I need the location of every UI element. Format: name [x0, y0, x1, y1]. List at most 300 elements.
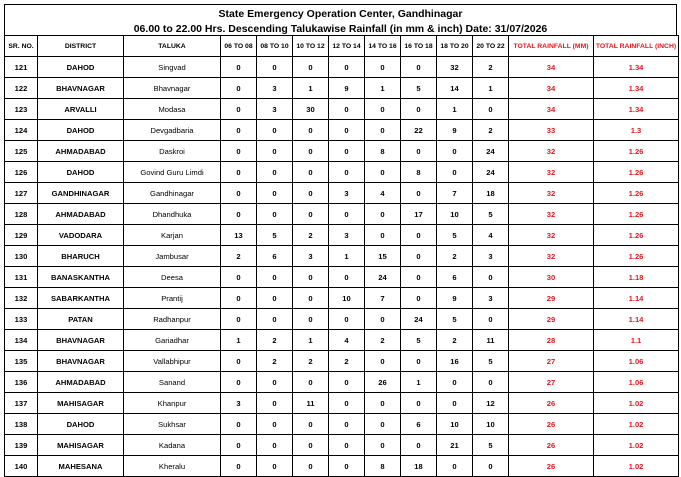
cell-taluka: Dhandhuka	[124, 204, 221, 225]
cell-total-inch: 1.14	[594, 288, 679, 309]
column-header-taluka: TALUKA	[124, 36, 221, 57]
cell-10-to-12: 0	[293, 456, 329, 477]
cell-20-to-22: 0	[473, 456, 509, 477]
cell-total-inch: 1.06	[594, 351, 679, 372]
cell-20-to-22: 12	[473, 393, 509, 414]
table-row	[5, 372, 679, 393]
cell-16-to-18: 0	[401, 57, 437, 78]
cell-18-to-20: 10	[437, 414, 473, 435]
cell-taluka: Devgadbaria	[124, 120, 221, 141]
cell-20-to-22: 2	[473, 120, 509, 141]
cell-district: VADODARA	[38, 225, 124, 246]
cell-20-to-22: 10	[473, 414, 509, 435]
cell-18-to-20: 21	[437, 435, 473, 456]
cell-sr-no: 128	[5, 204, 38, 225]
cell-14-to-16: 26	[365, 372, 401, 393]
cell-12-to-14: 0	[329, 435, 365, 456]
cell-taluka: Karjan	[124, 225, 221, 246]
cell-taluka: Radhanpur	[124, 309, 221, 330]
cell-sr-no: 134	[5, 330, 38, 351]
cell-08-to-10: 0	[257, 183, 293, 204]
cell-12-to-14: 3	[329, 225, 365, 246]
cell-08-to-10: 0	[257, 288, 293, 309]
cell-18-to-20: 7	[437, 183, 473, 204]
cell-10-to-12: 3	[293, 246, 329, 267]
cell-sr-no: 136	[5, 372, 38, 393]
column-header-16-to-18: 16 TO 18	[401, 36, 437, 57]
cell-16-to-18: 0	[401, 288, 437, 309]
cell-taluka: Sukhsar	[124, 414, 221, 435]
cell-14-to-16: 24	[365, 267, 401, 288]
table-body	[5, 57, 679, 477]
cell-total-mm: 26	[509, 393, 594, 414]
cell-district: ARVALLI	[38, 99, 124, 120]
cell-20-to-22: 5	[473, 351, 509, 372]
cell-14-to-16: 0	[365, 162, 401, 183]
cell-16-to-18: 24	[401, 309, 437, 330]
rainfall-report	[4, 4, 677, 477]
cell-18-to-20: 0	[437, 456, 473, 477]
table-row	[5, 393, 679, 414]
cell-10-to-12: 0	[293, 267, 329, 288]
cell-10-to-12: 0	[293, 57, 329, 78]
cell-16-to-18: 5	[401, 330, 437, 351]
table-row	[5, 267, 679, 288]
column-header-total-mm: TOTAL RAINFALL (MM)	[509, 36, 594, 57]
cell-total-inch: 1.26	[594, 246, 679, 267]
table-row	[5, 57, 679, 78]
cell-10-to-12: 1	[293, 78, 329, 99]
cell-20-to-22: 24	[473, 162, 509, 183]
cell-total-mm: 32	[509, 162, 594, 183]
cell-16-to-18: 22	[401, 120, 437, 141]
cell-16-to-18: 0	[401, 141, 437, 162]
cell-total-inch: 1.14	[594, 309, 679, 330]
column-header-12-to-14: 12 TO 14	[329, 36, 365, 57]
cell-06-to-08: 0	[221, 57, 257, 78]
cell-06-to-08: 0	[221, 288, 257, 309]
cell-taluka: Daskroi	[124, 141, 221, 162]
cell-total-mm: 32	[509, 225, 594, 246]
cell-16-to-18: 18	[401, 456, 437, 477]
table-row	[5, 141, 679, 162]
column-header-14-to-16: 14 TO 16	[365, 36, 401, 57]
table-row	[5, 288, 679, 309]
cell-08-to-10: 0	[257, 372, 293, 393]
cell-08-to-10: 3	[257, 99, 293, 120]
cell-08-to-10: 0	[257, 204, 293, 225]
cell-14-to-16: 0	[365, 435, 401, 456]
cell-12-to-14: 10	[329, 288, 365, 309]
cell-district: DAHOD	[38, 414, 124, 435]
cell-district: DAHOD	[38, 57, 124, 78]
cell-district: BHAVNAGAR	[38, 330, 124, 351]
cell-18-to-20: 9	[437, 120, 473, 141]
cell-18-to-20: 16	[437, 351, 473, 372]
cell-20-to-22: 4	[473, 225, 509, 246]
table-row	[5, 162, 679, 183]
cell-14-to-16: 4	[365, 183, 401, 204]
cell-08-to-10: 0	[257, 57, 293, 78]
cell-total-inch: 1.34	[594, 99, 679, 120]
cell-sr-no: 138	[5, 414, 38, 435]
cell-12-to-14: 0	[329, 204, 365, 225]
cell-14-to-16: 8	[365, 141, 401, 162]
cell-18-to-20: 1	[437, 99, 473, 120]
column-header-sr-no: SR. NO.	[5, 36, 38, 57]
cell-10-to-12: 0	[293, 288, 329, 309]
cell-14-to-16: 0	[365, 99, 401, 120]
cell-total-mm: 32	[509, 141, 594, 162]
cell-12-to-14: 0	[329, 372, 365, 393]
cell-18-to-20: 9	[437, 288, 473, 309]
report-header	[4, 4, 677, 35]
cell-08-to-10: 0	[257, 414, 293, 435]
table-row	[5, 99, 679, 120]
cell-district: PATAN	[38, 309, 124, 330]
cell-total-mm: 26	[509, 456, 594, 477]
cell-06-to-08: 0	[221, 162, 257, 183]
cell-18-to-20: 10	[437, 204, 473, 225]
cell-district: BHAVNAGAR	[38, 351, 124, 372]
table-row	[5, 78, 679, 99]
cell-sr-no: 132	[5, 288, 38, 309]
cell-total-inch: 1.02	[594, 456, 679, 477]
cell-08-to-10: 3	[257, 78, 293, 99]
cell-10-to-12: 0	[293, 309, 329, 330]
cell-taluka: Sanand	[124, 372, 221, 393]
cell-16-to-18: 0	[401, 246, 437, 267]
cell-district: MAHESANA	[38, 456, 124, 477]
cell-sr-no: 127	[5, 183, 38, 204]
cell-taluka: Govind Guru Limdi	[124, 162, 221, 183]
cell-12-to-14: 0	[329, 456, 365, 477]
cell-total-inch: 1.02	[594, 393, 679, 414]
cell-total-mm: 29	[509, 288, 594, 309]
cell-08-to-10: 0	[257, 120, 293, 141]
cell-district: SABARKANTHA	[38, 288, 124, 309]
cell-18-to-20: 32	[437, 57, 473, 78]
column-header-10-to-12: 10 TO 12	[293, 36, 329, 57]
cell-18-to-20: 0	[437, 162, 473, 183]
cell-10-to-12: 2	[293, 351, 329, 372]
cell-10-to-12: 0	[293, 204, 329, 225]
cell-total-inch: 1.26	[594, 183, 679, 204]
cell-08-to-10: 0	[257, 456, 293, 477]
cell-taluka: Vallabhipur	[124, 351, 221, 372]
cell-12-to-14: 0	[329, 393, 365, 414]
cell-20-to-22: 0	[473, 372, 509, 393]
cell-06-to-08: 0	[221, 267, 257, 288]
cell-14-to-16: 0	[365, 414, 401, 435]
cell-total-inch: 1.26	[594, 225, 679, 246]
cell-12-to-14: 0	[329, 99, 365, 120]
cell-10-to-12: 1	[293, 330, 329, 351]
column-header-20-to-22: 20 TO 22	[473, 36, 509, 57]
cell-06-to-08: 0	[221, 204, 257, 225]
cell-20-to-22: 11	[473, 330, 509, 351]
cell-10-to-12: 11	[293, 393, 329, 414]
table-row	[5, 225, 679, 246]
cell-taluka: Gariadhar	[124, 330, 221, 351]
cell-08-to-10: 0	[257, 393, 293, 414]
cell-14-to-16: 0	[365, 57, 401, 78]
table-row	[5, 414, 679, 435]
cell-08-to-10: 0	[257, 162, 293, 183]
cell-district: DAHOD	[38, 120, 124, 141]
report-subtitle: 06.00 to 22.00 Hrs. Descending Talukawise Rainfall (in mm & inch) Date: 31/07/2026	[133, 23, 548, 35]
cell-taluka: Modasa	[124, 99, 221, 120]
cell-14-to-16: 7	[365, 288, 401, 309]
cell-16-to-18: 0	[401, 183, 437, 204]
cell-sr-no: 140	[5, 456, 38, 477]
cell-10-to-12: 0	[293, 162, 329, 183]
cell-district: BHARUCH	[38, 246, 124, 267]
cell-district: AHMADABAD	[38, 141, 124, 162]
cell-district: MAHISAGAR	[38, 435, 124, 456]
cell-06-to-08: 3	[221, 393, 257, 414]
cell-20-to-22: 3	[473, 288, 509, 309]
cell-14-to-16: 0	[365, 204, 401, 225]
cell-20-to-22: 0	[473, 99, 509, 120]
cell-10-to-12: 0	[293, 120, 329, 141]
cell-16-to-18: 6	[401, 414, 437, 435]
cell-taluka: Kheralu	[124, 456, 221, 477]
cell-18-to-20: 5	[437, 309, 473, 330]
cell-08-to-10: 0	[257, 141, 293, 162]
report-title: State Emergency Operation Center, Gandhinagar	[218, 8, 463, 20]
cell-16-to-18: 1	[401, 372, 437, 393]
cell-sr-no: 137	[5, 393, 38, 414]
cell-total-mm: 34	[509, 57, 594, 78]
cell-08-to-10: 0	[257, 435, 293, 456]
column-header-total-inch: TOTAL RAINFALL (INCH)	[594, 36, 679, 57]
cell-16-to-18: 8	[401, 162, 437, 183]
cell-20-to-22: 3	[473, 246, 509, 267]
cell-16-to-18: 0	[401, 267, 437, 288]
cell-district: BHAVNAGAR	[38, 78, 124, 99]
cell-06-to-08: 0	[221, 120, 257, 141]
cell-16-to-18: 0	[401, 393, 437, 414]
cell-14-to-16: 0	[365, 120, 401, 141]
cell-14-to-16: 0	[365, 351, 401, 372]
cell-total-inch: 1.02	[594, 435, 679, 456]
cell-12-to-14: 0	[329, 162, 365, 183]
cell-06-to-08: 0	[221, 414, 257, 435]
cell-12-to-14: 0	[329, 309, 365, 330]
cell-sr-no: 122	[5, 78, 38, 99]
cell-20-to-22: 5	[473, 204, 509, 225]
cell-20-to-22: 0	[473, 309, 509, 330]
cell-sr-no: 123	[5, 99, 38, 120]
cell-12-to-14: 2	[329, 351, 365, 372]
cell-total-mm: 34	[509, 78, 594, 99]
cell-district: BANASKANTHA	[38, 267, 124, 288]
column-header-06-to-08: 06 TO 08	[221, 36, 257, 57]
rainfall-table	[4, 35, 679, 477]
cell-06-to-08: 0	[221, 141, 257, 162]
column-header-district: DISTRICT	[38, 36, 124, 57]
table-row	[5, 351, 679, 372]
cell-14-to-16: 0	[365, 309, 401, 330]
cell-14-to-16: 1	[365, 78, 401, 99]
cell-total-mm: 29	[509, 309, 594, 330]
cell-06-to-08: 0	[221, 183, 257, 204]
cell-district: AHMADABAD	[38, 204, 124, 225]
cell-taluka: Prantij	[124, 288, 221, 309]
cell-10-to-12: 2	[293, 225, 329, 246]
cell-total-mm: 27	[509, 351, 594, 372]
cell-total-inch: 1.02	[594, 414, 679, 435]
cell-taluka: Singvad	[124, 57, 221, 78]
cell-06-to-08: 2	[221, 246, 257, 267]
column-header-08-to-10: 08 TO 10	[257, 36, 293, 57]
cell-16-to-18: 0	[401, 225, 437, 246]
column-header-18-to-20: 18 TO 20	[437, 36, 473, 57]
cell-sr-no: 135	[5, 351, 38, 372]
cell-12-to-14: 1	[329, 246, 365, 267]
cell-district: GANDHINAGAR	[38, 183, 124, 204]
cell-20-to-22: 0	[473, 267, 509, 288]
cell-taluka: Deesa	[124, 267, 221, 288]
cell-06-to-08: 0	[221, 456, 257, 477]
cell-sr-no: 139	[5, 435, 38, 456]
cell-total-inch: 1.34	[594, 57, 679, 78]
cell-10-to-12: 0	[293, 435, 329, 456]
cell-08-to-10: 5	[257, 225, 293, 246]
table-row	[5, 246, 679, 267]
table-row	[5, 435, 679, 456]
cell-06-to-08: 0	[221, 99, 257, 120]
cell-total-mm: 33	[509, 120, 594, 141]
cell-12-to-14: 0	[329, 414, 365, 435]
cell-20-to-22: 1	[473, 78, 509, 99]
cell-total-inch: 1.1	[594, 330, 679, 351]
cell-total-mm: 30	[509, 267, 594, 288]
cell-district: DAHOD	[38, 162, 124, 183]
cell-sr-no: 133	[5, 309, 38, 330]
cell-taluka: Khanpur	[124, 393, 221, 414]
cell-district: MAHISAGAR	[38, 393, 124, 414]
cell-total-mm: 26	[509, 435, 594, 456]
cell-12-to-14: 0	[329, 57, 365, 78]
cell-sr-no: 124	[5, 120, 38, 141]
cell-12-to-14: 9	[329, 78, 365, 99]
cell-12-to-14: 0	[329, 267, 365, 288]
cell-sr-no: 126	[5, 162, 38, 183]
cell-total-inch: 1.26	[594, 162, 679, 183]
cell-16-to-18: 17	[401, 204, 437, 225]
cell-total-inch: 1.26	[594, 141, 679, 162]
cell-total-mm: 32	[509, 246, 594, 267]
cell-16-to-18: 5	[401, 78, 437, 99]
cell-18-to-20: 2	[437, 246, 473, 267]
cell-18-to-20: 2	[437, 330, 473, 351]
cell-total-mm: 26	[509, 414, 594, 435]
cell-20-to-22: 18	[473, 183, 509, 204]
cell-10-to-12: 30	[293, 99, 329, 120]
cell-20-to-22: 2	[473, 57, 509, 78]
cell-sr-no: 129	[5, 225, 38, 246]
cell-sr-no: 130	[5, 246, 38, 267]
cell-14-to-16: 0	[365, 225, 401, 246]
cell-14-to-16: 15	[365, 246, 401, 267]
cell-18-to-20: 6	[437, 267, 473, 288]
table-row	[5, 309, 679, 330]
cell-sr-no: 121	[5, 57, 38, 78]
cell-16-to-18: 0	[401, 99, 437, 120]
cell-total-mm: 32	[509, 204, 594, 225]
cell-sr-no: 125	[5, 141, 38, 162]
cell-10-to-12: 0	[293, 372, 329, 393]
cell-12-to-14: 4	[329, 330, 365, 351]
cell-08-to-10: 0	[257, 267, 293, 288]
cell-06-to-08: 0	[221, 372, 257, 393]
cell-08-to-10: 6	[257, 246, 293, 267]
cell-taluka: Jambusar	[124, 246, 221, 267]
cell-16-to-18: 0	[401, 435, 437, 456]
cell-sr-no: 131	[5, 267, 38, 288]
table-row	[5, 204, 679, 225]
cell-18-to-20: 0	[437, 393, 473, 414]
cell-10-to-12: 0	[293, 414, 329, 435]
table-row	[5, 183, 679, 204]
cell-10-to-12: 0	[293, 141, 329, 162]
cell-08-to-10: 2	[257, 351, 293, 372]
cell-total-inch: 1.26	[594, 204, 679, 225]
cell-16-to-18: 0	[401, 351, 437, 372]
cell-18-to-20: 0	[437, 141, 473, 162]
cell-18-to-20: 5	[437, 225, 473, 246]
cell-14-to-16: 2	[365, 330, 401, 351]
cell-total-inch: 1.18	[594, 267, 679, 288]
cell-district: AHMADABAD	[38, 372, 124, 393]
cell-06-to-08: 13	[221, 225, 257, 246]
cell-08-to-10: 2	[257, 330, 293, 351]
cell-06-to-08: 0	[221, 309, 257, 330]
cell-06-to-08: 0	[221, 78, 257, 99]
cell-10-to-12: 0	[293, 183, 329, 204]
cell-12-to-14: 0	[329, 120, 365, 141]
cell-14-to-16: 8	[365, 456, 401, 477]
cell-total-inch: 1.3	[594, 120, 679, 141]
cell-taluka: Bhavnagar	[124, 78, 221, 99]
table-row	[5, 120, 679, 141]
cell-total-mm: 27	[509, 372, 594, 393]
cell-06-to-08: 0	[221, 351, 257, 372]
cell-total-inch: 1.34	[594, 78, 679, 99]
cell-06-to-08: 0	[221, 435, 257, 456]
cell-total-inch: 1.06	[594, 372, 679, 393]
cell-total-mm: 34	[509, 99, 594, 120]
cell-06-to-08: 1	[221, 330, 257, 351]
cell-12-to-14: 3	[329, 183, 365, 204]
table-row	[5, 456, 679, 477]
cell-08-to-10: 0	[257, 309, 293, 330]
table-header-row	[5, 36, 679, 57]
cell-taluka: Kadana	[124, 435, 221, 456]
cell-20-to-22: 5	[473, 435, 509, 456]
table-row	[5, 330, 679, 351]
cell-total-mm: 32	[509, 183, 594, 204]
cell-18-to-20: 0	[437, 372, 473, 393]
cell-12-to-14: 0	[329, 141, 365, 162]
cell-18-to-20: 14	[437, 78, 473, 99]
cell-taluka: Gandhinagar	[124, 183, 221, 204]
cell-20-to-22: 24	[473, 141, 509, 162]
cell-14-to-16: 0	[365, 393, 401, 414]
cell-total-mm: 28	[509, 330, 594, 351]
